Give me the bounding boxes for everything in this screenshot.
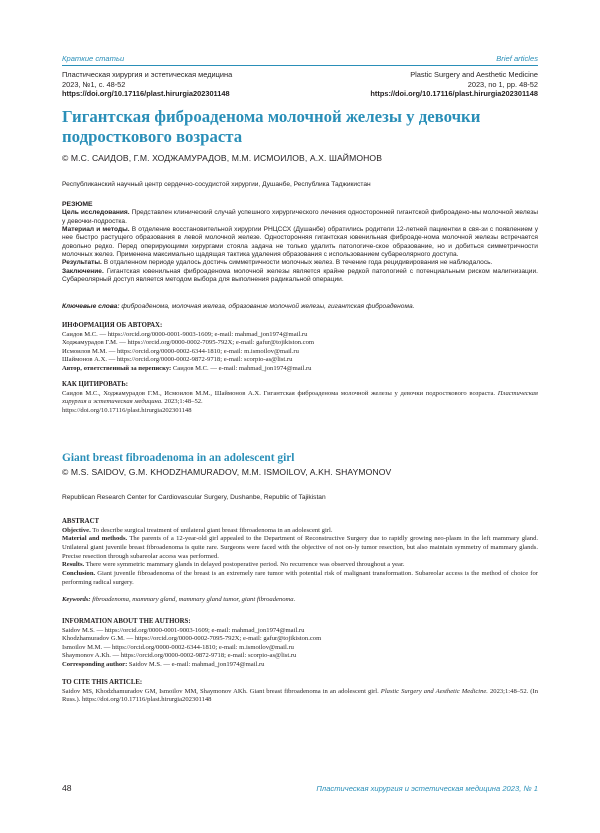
citation-journal-ru: Пластическая хирургия и эстетическая медицина. xyxy=(62,389,538,406)
journal-name-ru: Пластическая хирургия и эстетическая медицина xyxy=(62,70,233,79)
objective-label-ru: Цель исследования. xyxy=(62,209,130,217)
conclusion-en xyxy=(62,570,538,587)
article-title-ru: Гигантская фиброаденома молочной железы у девочки подросткового возраста xyxy=(62,107,481,146)
page-number: 48 xyxy=(62,783,72,793)
footer-journal-name: Пластическая хирургия и эстетическая медицина 2023, № 1 xyxy=(316,784,538,793)
corresponding-text-ru: Саидов М.С. — e-mail: mahmad_jon1974@mail.ru xyxy=(171,364,312,372)
methods-text-en: The parents of a 12-year-old girl appealed to the Department of Reconstructive Surgery due to rapidly growing neo-plasm in the left mammary gland. Unilateral giant juvenile breast fibroadenoma is quite rare. Surgeons were faced with the objective of not on-ly tumor resection, but also maintain symmetry of mammary glands. Precise resection through subareolar access was performed. xyxy=(62,535,539,560)
citation-authors-ru: Саидов М.С., Ходжамурадов Г.М., Исмоилов М.М., Шаймонов А.Х. Гигантская фиброаденома молочной железы у девочки подросткового возраста. xyxy=(62,389,498,397)
conclusion-ru xyxy=(62,268,538,285)
journal-meta-ru xyxy=(62,70,232,99)
issue-ru: 2023, №1, с. 48-52 xyxy=(62,79,126,89)
methods-ru xyxy=(62,226,538,259)
conclusion-label-en: Conclusion. xyxy=(62,569,96,577)
corresponding-label-en: Corresponding author: xyxy=(62,660,128,668)
corresponding-author-ru xyxy=(62,365,538,374)
objective-ru xyxy=(62,209,538,226)
author-info-en xyxy=(62,618,538,670)
abstract-heading-en: ABSTRACT xyxy=(62,518,100,525)
methods-label-ru: Материал и методы. xyxy=(62,226,130,234)
keywords-ru xyxy=(62,303,538,311)
article-title-en: Giant breast fibroadenoma in an adolescent girl xyxy=(62,452,295,464)
methods-en xyxy=(62,535,538,561)
citation-authors-en: Saidov MS, Khodzhamuradov GM, Ismoilov MM, Shaymonov AKh. Giant breast fibroadenoma in an adolescent girl. xyxy=(62,687,381,695)
keywords-label-en: Keywords: xyxy=(62,596,91,603)
citation-text-ru xyxy=(62,390,538,407)
citation-en xyxy=(62,679,538,705)
author-line: Шаймонов А.Х. — https://orcid.org/0000-0002-9872-9718; e-mail: scorpio-as@list.ru xyxy=(62,356,293,364)
author-line: Khodzhamuradov G.M. — https://orcid.org/0000-0002-7095-792X; e-mail: gafur@tojikiston.com xyxy=(62,635,322,643)
keywords-en xyxy=(62,596,538,604)
conclusion-text-ru: Гигантская ювенильная фиброаденома молочной железы является крайне редкой патологией с потенциальным риском малигнизации. Субареолярный доступ является методом выбора для выполнения радикальной операции. xyxy=(62,267,538,284)
objective-en xyxy=(62,527,538,536)
running-head-left: Краткие статьи xyxy=(62,54,125,63)
results-text-en: There were symmetric mammary glands in delayed postoperative period. No recurrence was observed throughout a year. xyxy=(84,561,405,569)
author-line: Саидов М.С. — https://orcid.org/0000-0001-9003-1609; e-mail: mahmad_jon1974@mail.ru xyxy=(62,330,308,338)
journal-name-en: Plastic Surgery and Aesthetic Medicine xyxy=(410,70,538,79)
doi-link-ru[interactable]: https://doi.org/10.17116/plast.hirurgia202301148 xyxy=(62,89,230,99)
keywords-text-en: fibroadenoma, mammary gland, mammary gland tumor, giant fibroadenoma. xyxy=(90,596,296,603)
methods-label-en: Material and methods. xyxy=(62,535,128,543)
issue-en: 2023, no 1, pp. 48-52 xyxy=(467,79,538,89)
affiliation-ru: Республиканский научный центр сердечно-сосудистой хирургии, Душанбе, Республика Таджикистан xyxy=(62,181,371,188)
objective-text-ru: Представлен клинический случай успешного хирургического лечения односторонней гигантской фиброадено-мы молочной железы у девочки-подростка. xyxy=(62,209,539,225)
keywords-text-ru: фиброаденома, молочная железа, образование молочной железы, гигантская фиброаденома. xyxy=(119,303,415,310)
conclusion-label-ru: Заключение. xyxy=(62,267,104,275)
citation-heading-ru: КАК ЦИТИРОВАТЬ: xyxy=(62,381,128,388)
objective-label-en: Objective. xyxy=(62,526,91,534)
citation-heading-en: TO CITE THIS ARTICLE: xyxy=(62,679,143,686)
corresponding-text-en: Saidov M.S. — e-mail: mahmad_jon1974@mail.ru xyxy=(127,660,265,668)
abstract-ru xyxy=(62,201,538,284)
results-label-ru: Результаты. xyxy=(62,259,102,267)
author-line: Ismoilov M.M. — https://orcid.org/0000-0002-6344-1810; e-mail: m.ismoilov@mail.ru xyxy=(62,643,294,651)
running-head-right: Brief articles xyxy=(496,54,538,63)
citation-ru xyxy=(62,381,538,415)
corresponding-author-en xyxy=(62,661,538,670)
author-line: Saidov M.S. — https://orcid.org/0000-0001-9003-1609; e-mail: mahmad_jon1974@mail.ru xyxy=(62,626,305,634)
citation-text-en xyxy=(62,688,538,705)
abstract-heading-ru: РЕЗЮМЕ xyxy=(62,201,93,208)
conclusion-text-en: Giant juvenile fibroadenoma of the breast is an extremely rare tumor with potential risk of malignant transformation. Subareolar access is the method of choice for performing radical surgery. xyxy=(62,569,538,586)
affiliation-en: Republican Research Center for Cardiovascular Surgery, Dushanbe, Republic of Tajikistan xyxy=(62,494,326,501)
page-footer xyxy=(62,783,538,797)
author-info-heading-en: INFORMATION ABOUT THE AUTHORS: xyxy=(62,618,191,625)
results-ru xyxy=(62,259,538,267)
keywords-label-ru: Ключевые слова: xyxy=(62,303,120,310)
authors-en: © M.S. SAIDOV, G.M. KHODZHAMURADOV, M.M. ISMOILOV, A.KH. SHAYMONOV xyxy=(62,467,392,477)
results-text-ru: В отдаленном периоде удалось достичь симметричности молочных желез. В течение года рецидивирования не наблюдалось. xyxy=(101,259,493,267)
author-info-ru xyxy=(62,322,538,374)
citation-tail-en: 2023;1:48–52. (In Russ.). https://doi.org/10.17116/plast.hirurgia202301148 xyxy=(62,687,538,704)
running-head xyxy=(62,52,538,66)
journal-meta-en xyxy=(370,70,538,99)
citation-tail-ru: 2023;1:48–52. xyxy=(162,398,203,406)
objective-text-en: To describe surgical treatment of unilateral giant breast fibroadenoma in an adolescent girl. xyxy=(90,526,333,534)
doi-link-en[interactable]: https://doi.org/10.17116/plast.hirurgia202301148 xyxy=(370,89,538,99)
citation-doi-ru[interactable]: https://doi.org/10.17116/plast.hirurgia202301148 xyxy=(62,406,192,414)
citation-journal-en: Plastic Surgery and Aesthetic Medicine. xyxy=(380,687,488,695)
methods-text-ru: В отделение восстановительной хирургии РНЦССХ (Душанбе) обратились родители 12-летней пациентки в свя-зи с появлением у нее быстро растущего образования в левой молочной железе. Односторонняя гигантская ювенильная фиброаде-нома молочной железы встречается довольно редко. Перед оперирующими хирургами стояла задача не только удалить патологиче-ское образование, но и добиться симметричности молочных желез. Применена максимально щадящая тактика удаления образования с использованием субареолярного доступа. xyxy=(62,226,538,259)
results-en xyxy=(62,561,538,570)
results-label-en: Results. xyxy=(62,561,85,569)
author-info-heading-ru: ИНФОРМАЦИЯ ОБ АВТОРАХ: xyxy=(62,322,163,329)
authors-ru: © М.С. САИДОВ, Г.М. ХОДЖАМУРАДОВ, М.М. ИСМОИЛОВ, А.Х. ШАЙМОНОВ xyxy=(62,153,383,163)
author-line: Исмоилов М.М. — https://orcid.org/0000-0002-6344-1810; e-mail: m.ismoilov@mail.ru xyxy=(62,347,299,355)
corresponding-label-ru: Автор, ответственный за переписку: xyxy=(62,364,172,372)
abstract-en xyxy=(62,518,538,587)
author-line: Shaymonov A.Kh. — https://orcid.org/0000-0002-9872-9718; e-mail: scorpio-as@list.ru xyxy=(62,652,297,660)
author-line: Ходжамурадов Г.М. — https://orcid.org/0000-0002-7095-792X; e-mail: gafur@tojikiston.com xyxy=(62,339,315,347)
